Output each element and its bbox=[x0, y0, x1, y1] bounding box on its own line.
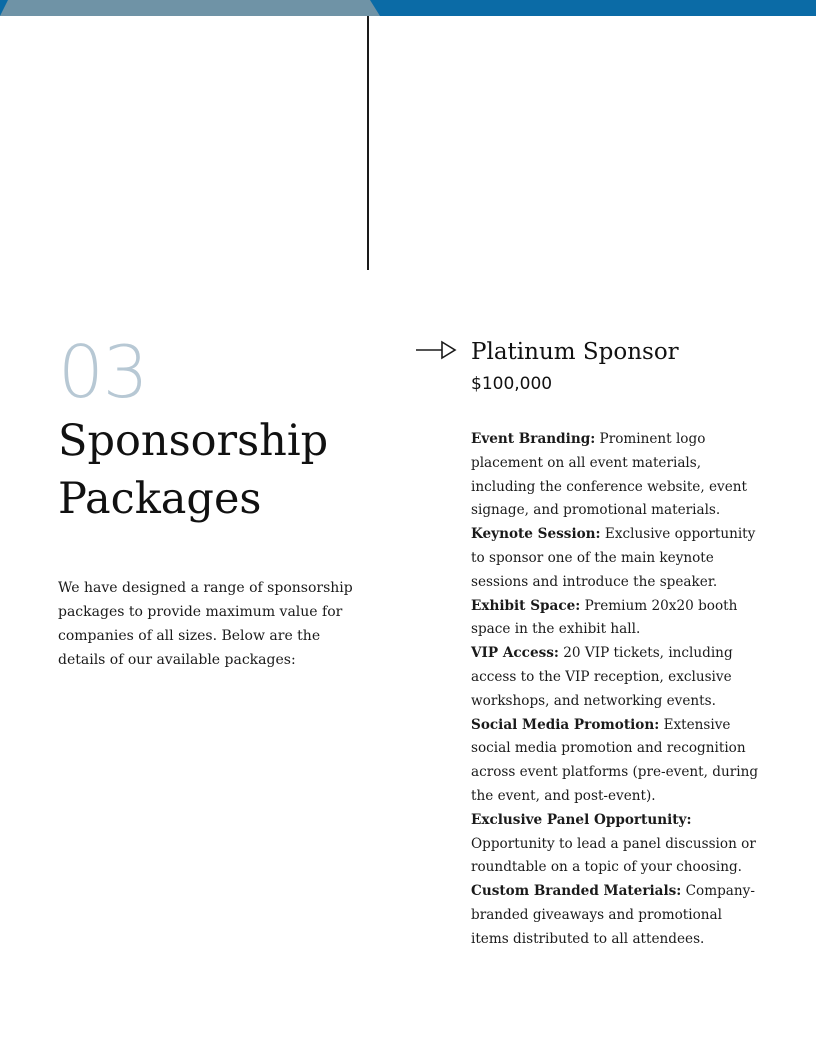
benefit-title: Social Media Promotion: bbox=[471, 716, 660, 733]
section-number: 03 bbox=[58, 330, 148, 414]
benefit-title: Exclusive Panel Opportunity: bbox=[471, 811, 692, 828]
header-accent-tab bbox=[0, 0, 380, 16]
package-price: $100,000 bbox=[471, 374, 553, 394]
benefit-text: Opportunity to lead a panel discussion or roundtable on a topic of your choosing. bbox=[471, 835, 756, 876]
benefit-title: Keynote Session: bbox=[471, 526, 601, 543]
benefit-item bbox=[471, 809, 761, 880]
benefit-text: Premium 20x20 booth space in the exhibit hall. bbox=[471, 597, 738, 638]
benefit-title: Event Branding: bbox=[471, 431, 596, 447]
arrow-right-icon bbox=[415, 339, 457, 361]
benefit-item bbox=[471, 595, 761, 643]
benefit-item bbox=[471, 523, 761, 594]
package-name: Platinum Sponsor bbox=[471, 339, 679, 365]
benefit-title: Custom Branded Materials: bbox=[471, 883, 682, 900]
benefit-item bbox=[471, 880, 761, 951]
benefit-text: 20 VIP tickets, including access to the VIP reception, exclusive workshops, and networking events. bbox=[471, 645, 733, 709]
benefit-title: Exhibit Space: bbox=[471, 597, 581, 614]
benefits-list bbox=[471, 428, 761, 952]
benefit-text: Company-branded giveaways and promotional items distributed to all attendees. bbox=[471, 883, 755, 947]
benefit-text: Exclusive opportunity to sponsor one of the main keynote sessions and introduce the speaker. bbox=[471, 526, 756, 590]
section-intro: We have designed a range of sponsorship packages to provide maximum value for companies of all sizes. Below are the details of our available packages: bbox=[58, 580, 353, 668]
vertical-divider bbox=[367, 16, 369, 270]
benefit-text: Prominent logo placement on all event materials, including the conference website, event signage, and promotional materials. bbox=[471, 431, 747, 519]
benefit-text: Extensive social media promotion and recognition across event platforms (pre-event, during the event, and post-event). bbox=[471, 716, 759, 804]
section-title: Sponsorship Packages bbox=[58, 416, 329, 524]
benefit-title: VIP Access: bbox=[471, 645, 559, 662]
benefit-item bbox=[471, 714, 761, 809]
benefit-item bbox=[471, 428, 761, 523]
benefit-item bbox=[471, 642, 761, 713]
